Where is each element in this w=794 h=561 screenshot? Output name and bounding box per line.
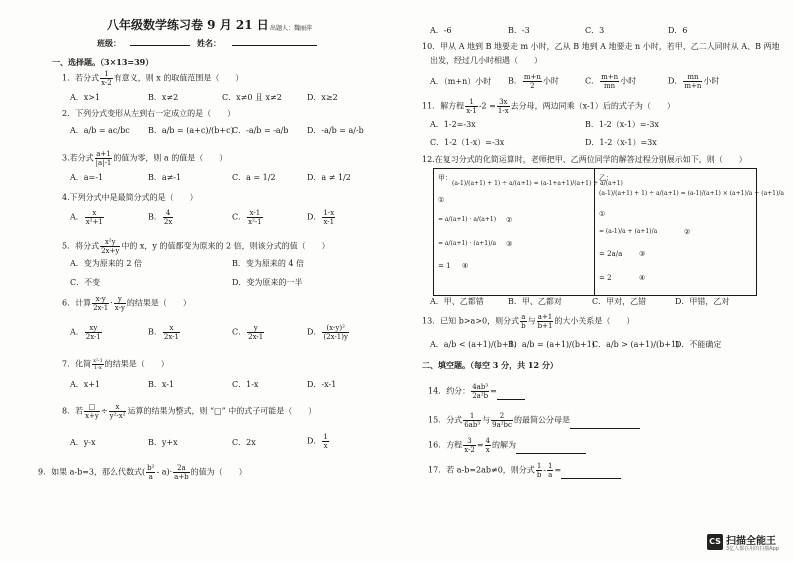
q5-num: 5． [62, 241, 76, 251]
q3-frac-num: a+1 [96, 150, 111, 158]
name-blank [232, 45, 317, 46]
q12-yi-step-3: = 2a/a [599, 250, 623, 258]
q4-a-den: x²+1 [85, 218, 103, 226]
q7-option-a[interactable]: A．x+1 [70, 380, 101, 389]
q7-num: 7． [62, 359, 76, 369]
q13-f2-den: b+1 [537, 322, 553, 330]
q4-d-num: 1-x [323, 209, 335, 217]
q17-frac-2 [547, 462, 553, 479]
q11-f1-num: 1 [465, 98, 478, 107]
q11-option-c[interactable]: C．1-2（1-x）=-3x [430, 138, 505, 147]
q6-a-fraction [85, 324, 102, 341]
q14-num: 14． [428, 386, 447, 396]
q6-frac-1 [92, 295, 109, 312]
q12-yi-marker-3: ③ [639, 250, 646, 258]
q6-post: 的结果是（ ） [126, 298, 191, 308]
q3-option-b[interactable]: B．a≠-1 [148, 173, 182, 182]
q6-f1-den: 2x-1 [93, 304, 109, 312]
q10-d-num: mn [683, 73, 702, 82]
q4-b-den: 2x [163, 218, 173, 226]
q14-frac-num: 4ab³ [472, 383, 489, 391]
q8-option-b[interactable]: B．y+x [148, 438, 178, 447]
q12-yi-marker-4: ④ [639, 274, 646, 282]
q5-pre: 将分式 [75, 241, 100, 251]
q3-pre: 若分式 [69, 153, 94, 163]
question-10-line-2: 出发，经过几小时相遇（ ） [430, 56, 542, 65]
q12-yi-label: 乙： [599, 174, 613, 182]
q13-f2-num: a+1 [537, 313, 553, 321]
q10-d-den: m+n [684, 82, 702, 90]
q8-num: 8． [62, 406, 76, 416]
q12-jia-marker-1: ① [438, 196, 445, 204]
q9-f1-num: b² [147, 464, 155, 472]
q11-option-d[interactable]: D．1-2（x-1）=3x [585, 138, 657, 147]
q4-d-den: x-1 [323, 218, 335, 226]
question-9: 9．如果 a-b=3，那么代数式( $\frac{\text{b²}}{a}$ - a)· $\frac{2a}{a+b}$ 的值为（ ） [38, 464, 247, 481]
q17-f2-num: 1 [548, 462, 553, 470]
q7-frac-den: 1-x [94, 365, 102, 371]
q8-frac-1 [84, 403, 100, 420]
q5-frac-den: 2x+y [101, 247, 120, 255]
q16-mid: = [476, 440, 484, 450]
q14-answer-blank[interactable] [497, 390, 525, 400]
q2-option-b[interactable]: B．a/b = (a+c)/(b+c) [148, 126, 234, 135]
question-6 [62, 295, 191, 312]
q8-frac-2 [109, 403, 127, 420]
q1-pre: 若分式 [75, 73, 100, 83]
q17-f2-den: a [548, 471, 553, 479]
q6-b-label: B． [148, 327, 162, 337]
q15-f2-den: 9a²bc [492, 421, 512, 429]
q4-c-num: x-1 [247, 209, 263, 218]
q8-option-d[interactable] [307, 433, 330, 450]
question-14 [428, 383, 525, 400]
q9-f2-den: a+b [174, 473, 189, 481]
q2-option-a[interactable]: A．a/b = ac/bc [70, 126, 130, 135]
q14-post: = [490, 386, 497, 396]
question-13 [422, 313, 634, 330]
q9-num: 9． [38, 467, 52, 477]
q5-fraction [100, 238, 120, 255]
question-17 [428, 462, 621, 479]
q3-option-c[interactable]: C．a = 1/2 [232, 173, 276, 182]
q15-post: 的最简公分母是 [513, 415, 570, 425]
q12-jia-step-2: = a/(a+1) · a/(a+1) [438, 216, 497, 223]
q6-f2-den: x-y [114, 304, 125, 312]
q17-num: 17． [428, 465, 447, 475]
q1-fraction [100, 70, 113, 87]
q17-f1-den: b [536, 471, 542, 479]
q16-f1-num: 3 [463, 437, 476, 446]
q8-pre: 若 [75, 406, 84, 416]
q3-num: 3. [62, 153, 70, 163]
q11-mid: -2 = [478, 101, 496, 111]
question-4: 4.下列分式中是最简分式的是（ ） [62, 193, 198, 202]
q8-f1-den: x+y [85, 412, 99, 420]
q8-option-a[interactable]: A．y-x [70, 438, 96, 447]
q16-pre: 方程 [446, 440, 463, 450]
q15-answer-blank[interactable] [570, 419, 640, 429]
q5-post: 中的 x，y 的值都变为原来的 2 倍，则该分式的值（ ） [121, 241, 330, 251]
q11-pre: 解方程 [440, 101, 465, 111]
q8-f1-num: □ [84, 403, 100, 412]
q13-f1-den: b [521, 322, 526, 330]
q1-option-c[interactable]: C．x≠0 且 x≠2 [222, 93, 282, 102]
q10-b-den: 2 [530, 82, 535, 90]
q6-a-num: xy [85, 324, 102, 333]
q6-b-fraction [163, 324, 180, 341]
q7-option-c[interactable]: C．1-x [232, 380, 259, 389]
q1-frac-num: 1 [100, 70, 113, 79]
q10-d-post: 小时 [703, 76, 720, 86]
question-7 [62, 358, 169, 371]
q3-option-a[interactable]: A．a=-1 [70, 173, 104, 182]
q9-option-b[interactable]: B．-3 [508, 26, 530, 35]
q8-op: ÷ [100, 406, 108, 416]
q14-fraction [471, 383, 489, 400]
q4-c-label: C． [232, 212, 247, 222]
q13-num: 13． [422, 316, 441, 326]
question-12: 12.在复习分式的化简运算时，老师把甲、乙两位同学的解答过程分别展示如下，则（ ） [422, 155, 747, 164]
q4-option-b[interactable] [148, 209, 174, 226]
q15-f1-num: 1 [463, 412, 481, 421]
q3-option-d[interactable]: D．a ≠ 1/2 [307, 173, 351, 182]
q3-fraction [95, 150, 113, 167]
q13-option-a[interactable]: A．a/b < (a+1)/(b+1) [430, 340, 517, 349]
q4-option-c[interactable] [232, 209, 264, 226]
section-fill-title: 二、填空题。（每空 3 分，共 12 分） [422, 360, 558, 370]
q17-answer-blank[interactable] [561, 469, 621, 479]
q11-option-b[interactable]: B．1-2（x-1）=-3x [585, 120, 659, 129]
q9-pre: 如果 a-b=3，那么代数式 [51, 467, 143, 477]
q4-c-den: x²-1 [248, 218, 262, 226]
q13-pre: 已知 b>a>0，则分式 [440, 316, 520, 326]
q12-option-b[interactable]: B．甲、乙都对 [508, 297, 562, 306]
q8-post: 运算的结果为整式，则 “□” 中的式子可能是（ ） [127, 406, 317, 416]
class-label: 班级： [97, 38, 121, 48]
q7-fraction [92, 358, 104, 371]
q6-a-label: A． [70, 327, 84, 337]
q16-answer-blank[interactable] [516, 444, 586, 454]
q1-option-b[interactable]: B．x≠2 [148, 93, 179, 102]
q4-c-fraction [247, 209, 263, 226]
watermark-app-name: 扫描全能王 [726, 536, 776, 547]
q8-f2-den: y²-x² [109, 412, 126, 420]
q12-yi-step-2: = (a-1)/a + (a+1)/a [599, 228, 658, 235]
q7-option-b[interactable]: B．x-1 [148, 380, 175, 389]
q12-option-a[interactable]: A．甲、乙都错 [430, 297, 484, 306]
q15-frac-1 [463, 412, 481, 429]
q4-option-d[interactable] [307, 209, 336, 226]
question-8 [62, 403, 316, 420]
q9-option-a[interactable]: A．-6 [430, 26, 452, 35]
q15-frac-2 [491, 412, 513, 429]
q13-post: 的大小关系是（ ） [554, 316, 635, 326]
q4-d-fraction [322, 209, 335, 226]
q7-option-d[interactable]: D．-x-1 [307, 380, 337, 389]
q6-d-num: (x-y)² [322, 324, 349, 333]
q17-f1-num: 1 [536, 462, 542, 470]
q10-option-a[interactable]: A．（m+n）小时 [430, 77, 492, 86]
q7-pre: 化简 [75, 359, 92, 369]
q8-d-fraction [322, 433, 328, 450]
q6-a-den: 2x-1 [85, 333, 101, 341]
q11-post: 去分母，两边同乘（x-1）后的式子为（ ） [510, 101, 675, 111]
q6-c-fraction [247, 324, 264, 341]
q12-option-d[interactable]: D．甲错，乙对 [675, 297, 730, 306]
q12-yi-marker-2: ② [684, 228, 691, 236]
q10-c-num: m+n [601, 73, 619, 81]
scanner-watermark [707, 532, 787, 556]
q6-pre: 计算 [75, 298, 92, 308]
q10-c-den: mn [604, 82, 616, 90]
q6-b-den: 2x-1 [163, 333, 179, 341]
q9-frac-2 [173, 464, 190, 481]
q12-jia-marker-4: ④ [462, 262, 469, 270]
q15-mid: 与 [482, 415, 491, 425]
q5-option-a[interactable]: A．变为原来的 2 倍 [70, 259, 142, 268]
q4-b-num: 4 [163, 209, 173, 218]
q5-frac-num: x²y [100, 238, 120, 247]
q8-option-c[interactable]: C．2x [232, 438, 256, 447]
q15-f2-num: 2 [491, 412, 513, 421]
q6-b-num: x [163, 324, 180, 333]
question-15 [428, 412, 640, 429]
q16-f1-den: x-2 [464, 446, 475, 454]
q15-num: 15． [428, 415, 447, 425]
q15-pre: 分式 [446, 415, 463, 425]
q13-frac-2 [537, 313, 554, 330]
q6-d-fraction [322, 324, 349, 341]
q2-option-c[interactable]: C．-a/b = -a/b [232, 126, 289, 135]
q13-option-b[interactable]: B．a/b = (a+1)/(b+1) [508, 340, 595, 349]
q11-f2-num: 3x [497, 98, 510, 107]
q1-option-d[interactable]: D．x≥2 [307, 93, 338, 102]
q12-jia-marker-2: ② [506, 216, 513, 224]
q17-text: 若 a-b=2ab≠0，则分式 [446, 465, 535, 475]
right-column-lower [420, 0, 765, 561]
q5-option-b[interactable]: B．变为原来的 4 倍 [232, 259, 305, 268]
q16-post: 的解为 [492, 440, 517, 450]
question-1 [62, 70, 243, 87]
q12-jia-label: 甲： [438, 174, 452, 182]
q7-frac-num: x²-1 [93, 358, 103, 364]
q6-option-a[interactable] [70, 324, 103, 341]
q17-post: = [554, 465, 562, 475]
q16-frac-2 [485, 437, 491, 454]
q9-mid: - a)· [156, 467, 173, 477]
q6-d-label: D． [307, 327, 322, 337]
q11-f1-den: x-1 [466, 107, 477, 115]
q3-frac-den: |a|-1 [95, 159, 112, 167]
q12-yi-step-4: = 2 [599, 274, 612, 282]
q12-jia-step-4: = 1 [438, 262, 451, 270]
q7-post: 的结果是（ ） [104, 359, 169, 369]
q13-option-d[interactable]: D．不能确定 [675, 340, 722, 349]
question-2: 2．下列分式变形从左到右一定成立的是（ ） [62, 109, 236, 118]
question-10-line-1: 10．甲从 A 地到 B 地要走 m 小时，乙从 B 地到 A 地要走 n 小时，若甲、乙二人同时从 A、B 两地 [422, 42, 780, 51]
q6-c-num: y [247, 324, 264, 333]
q10-b-label: B． [508, 76, 522, 86]
class-blank [130, 45, 190, 46]
q17-frac-1 [536, 462, 542, 479]
q12-option-c[interactable]: C．甲对，乙错 [592, 297, 647, 306]
q15-f1-den: 6ab³ [464, 421, 481, 429]
q16-f2-num: 4 [485, 437, 491, 445]
q16-num: 16． [428, 440, 447, 450]
q9-option-c[interactable]: C．3 [585, 26, 605, 35]
q4-a-fraction [85, 209, 104, 226]
q4-b-label: B． [148, 212, 162, 222]
q6-option-b[interactable] [148, 324, 181, 341]
q9-f1-den: a [148, 473, 153, 481]
q6-c-den: 2x-1 [248, 333, 264, 341]
q12-yi-marker-1: ① [599, 210, 606, 218]
q6-num: 6． [62, 298, 76, 308]
q9-frac-1 [146, 464, 155, 481]
q4-a-label: A． [70, 212, 84, 222]
question-3 [62, 150, 227, 167]
q6-d-den: (2x-1)y [323, 333, 348, 341]
exam-title: 八年级数学练习卷 9 月 21 日 [107, 18, 269, 32]
q13-option-c[interactable]: C．a/b > (a+1)/(b+1) [592, 340, 680, 349]
q10-c-post: 小时 [620, 76, 637, 86]
question-16 [428, 437, 586, 454]
q2-option-d[interactable]: D．-a/b = a/-b [307, 126, 364, 135]
q4-a-num: x [85, 209, 104, 218]
q11-f2-den: 1-x [497, 107, 509, 115]
q16-f2-den: x [485, 446, 490, 454]
q1-num: 1． [62, 73, 76, 83]
q10-b-post: 小时 [542, 76, 559, 86]
q4-b-fraction [163, 209, 173, 226]
q12-jia-marker-3: ③ [506, 240, 513, 248]
q4-d-label: D． [307, 212, 322, 222]
q6-option-c[interactable] [232, 324, 265, 341]
q13-mid: 与 [527, 316, 536, 326]
q13-f1-num: a [521, 313, 526, 321]
question-5 [62, 238, 330, 255]
q1-post: 有意义，则 x 的取值范围是（ ） [113, 73, 244, 83]
q16-frac-1 [463, 437, 476, 454]
exam-author: 出题人：魏丽萍 [270, 25, 313, 32]
q3-post: 的值为零，则 a 的值是（ ） [113, 153, 228, 163]
q1-option-a[interactable]: A．x>1 [70, 93, 101, 102]
q12-jia-step-1: (a-1)/(a+1) + 1) ÷ a/(a+1) = (a-1+a+1)/(a+1) ÷ a/(a+1) [452, 180, 623, 187]
q5-option-d[interactable]: D．变为原来的一半 [232, 278, 303, 287]
q13-frac-1 [520, 313, 526, 330]
q8-d-num: 1 [323, 433, 328, 441]
q6-c-label: C． [232, 327, 247, 337]
q11-option-a[interactable]: A．1-2=-3x [430, 120, 476, 129]
q4-option-a[interactable] [70, 209, 105, 226]
q10-c-label: C． [585, 76, 600, 86]
name-label: 姓名： [197, 38, 221, 48]
left-column [38, 0, 397, 561]
q1-frac-den: x-2 [101, 79, 112, 87]
q10-d-label: D． [668, 76, 683, 86]
q12-yi-step-1: (a-1)/(a+1) + 1) ÷ a/(a+1) = (a-1)/(a+1) × (a+1)/a + (a+1)/a [599, 190, 784, 197]
q6-f1-num: x-y [92, 295, 109, 304]
q12-jia-step-3: = a/(a+1) · (a+1)/a [438, 240, 497, 247]
q6-frac-2 [114, 295, 126, 312]
q9-f2-num: 2a [173, 464, 190, 473]
q9-post: 的值为（ ） [190, 467, 247, 477]
q14-frac-den: 2a²b [472, 392, 489, 400]
q10-b-num: m+n [523, 73, 541, 81]
q6-f2-num: y [114, 295, 126, 304]
q11-num: 11． [422, 101, 441, 111]
q8-f2-num: x [109, 403, 127, 412]
q9-option-d[interactable]: D．6 [668, 26, 688, 35]
camscanner-logo-icon: CS [707, 534, 723, 550]
q5-option-c[interactable]: C．不变 [70, 278, 101, 287]
q8-d-label: D． [307, 436, 322, 446]
q14-pre: 约分： [446, 386, 471, 396]
q17-mid: - [543, 465, 546, 475]
q6-option-d[interactable] [307, 324, 350, 341]
q8-d-den: x [323, 442, 328, 450]
section-choice-title: 一、选择题。（3×13=39） [52, 57, 154, 67]
watermark-tagline: 3亿人都在用的扫描App [726, 546, 779, 552]
q6-op: · [110, 298, 113, 308]
